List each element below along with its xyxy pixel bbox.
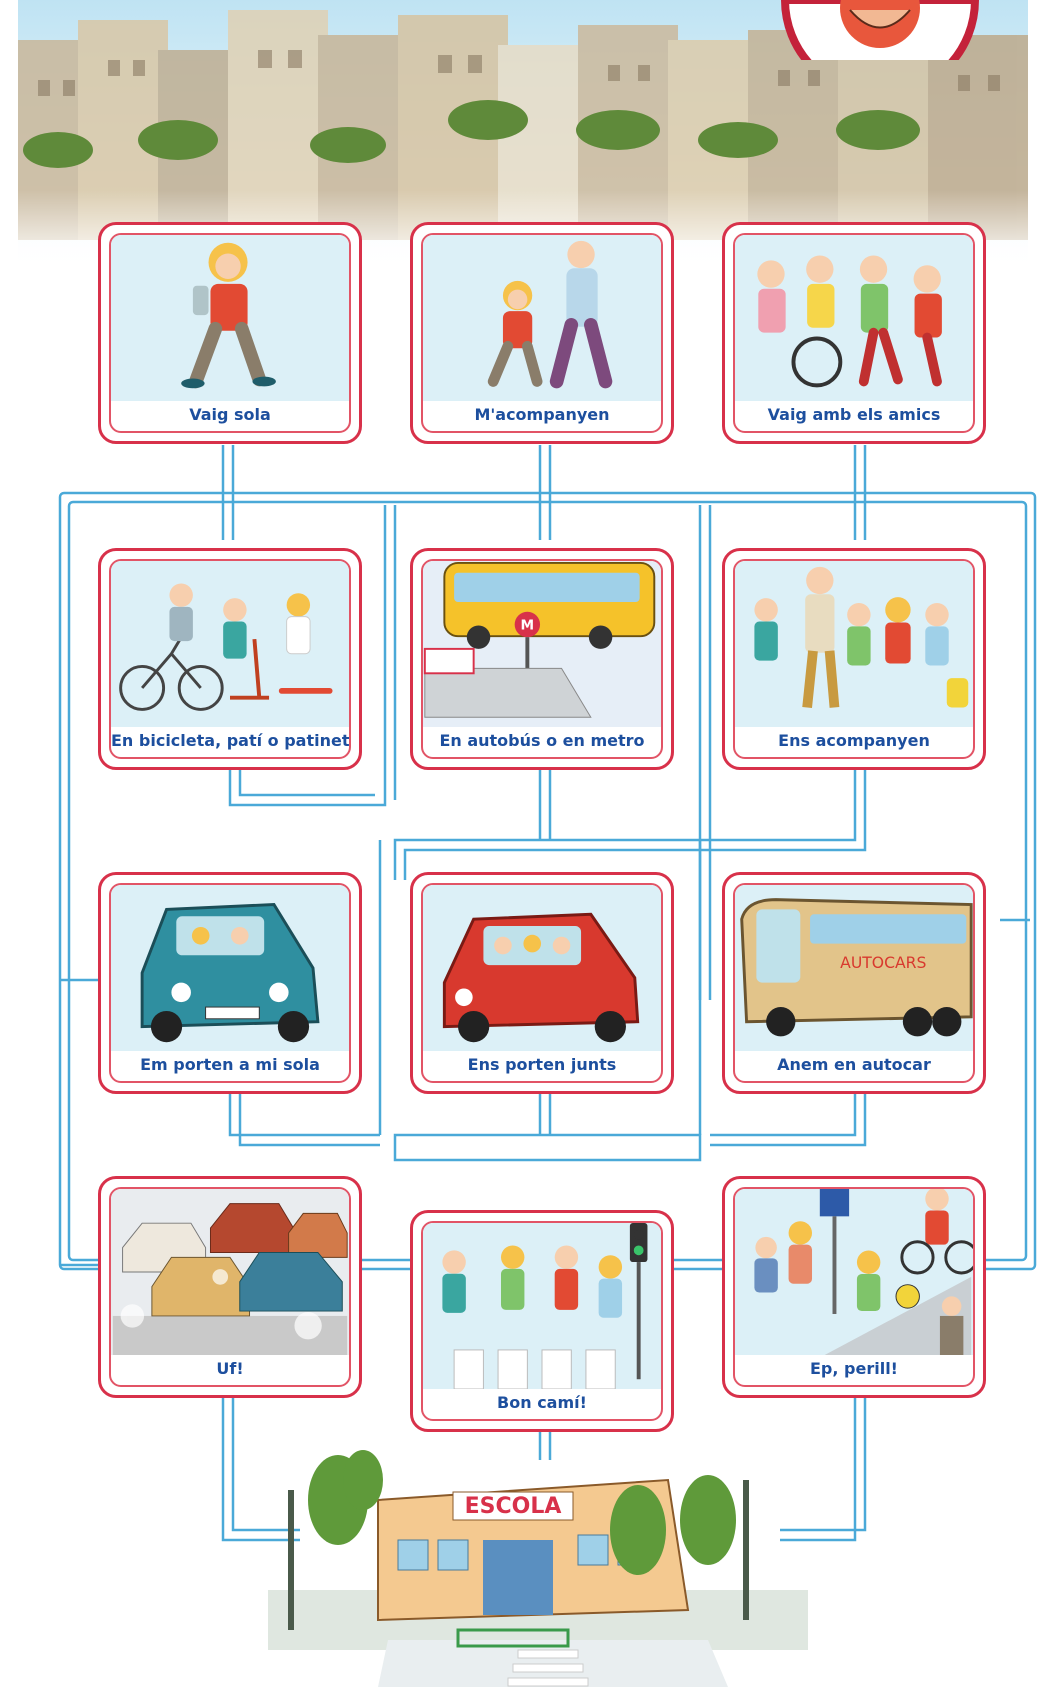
girl-walking-alone-illustration [111, 235, 349, 401]
coach-bus-illustration [735, 885, 973, 1051]
group-with-adult-illustration [735, 561, 973, 727]
card-label: M'acompanyen [474, 405, 610, 424]
danger-street-illustration [735, 1189, 973, 1355]
card-label: Ep, perill! [810, 1359, 898, 1378]
card-bon-cami[interactable] [410, 1210, 674, 1432]
card-macompanyen[interactable] [410, 222, 674, 444]
bus-and-metro-illustration [423, 561, 661, 727]
bus-sign-text: AUTOCARS [840, 954, 927, 972]
card-label: Vaig sola [189, 405, 271, 424]
card-label: Em porten a mi sola [140, 1055, 320, 1074]
card-bicicleta[interactable] [98, 548, 362, 770]
bike-skate-scooter-illustration [111, 561, 349, 727]
teal-car-illustration [111, 885, 349, 1051]
card-label: Ens porten junts [467, 1055, 617, 1074]
card-label: En autobús o en metro [439, 731, 645, 750]
card-em-porten[interactable] [98, 872, 362, 1094]
card-autocar[interactable] [722, 872, 986, 1094]
school-building-illustration [268, 1440, 808, 1687]
card-label: Vaig amb els amics [767, 405, 941, 424]
card-autobus[interactable] [410, 548, 674, 770]
card-ens-porten[interactable] [410, 872, 674, 1094]
card-vaig-sola[interactable] [98, 222, 362, 444]
card-label: Ens acompanyen [778, 731, 930, 750]
card-label: En bicicleta, patí o patinet [111, 731, 350, 750]
card-label: Anem en autocar [777, 1055, 931, 1074]
red-car-illustration [423, 885, 661, 1051]
card-ens-acompanyen[interactable] [722, 548, 986, 770]
school-sign: ESCOLA [464, 1494, 562, 1519]
traffic-jam-illustration [111, 1189, 349, 1355]
card-uf[interactable] [98, 1176, 362, 1398]
card-label: Uf! [216, 1359, 244, 1378]
svg-text:M: M [520, 617, 535, 634]
group-of-friends-illustration [735, 235, 973, 401]
child-with-adult-illustration [423, 235, 661, 401]
zebra-crossing-illustration [423, 1223, 661, 1389]
card-amics[interactable] [722, 222, 986, 444]
card-perill[interactable] [722, 1176, 986, 1398]
card-label: Bon camí! [497, 1393, 587, 1412]
